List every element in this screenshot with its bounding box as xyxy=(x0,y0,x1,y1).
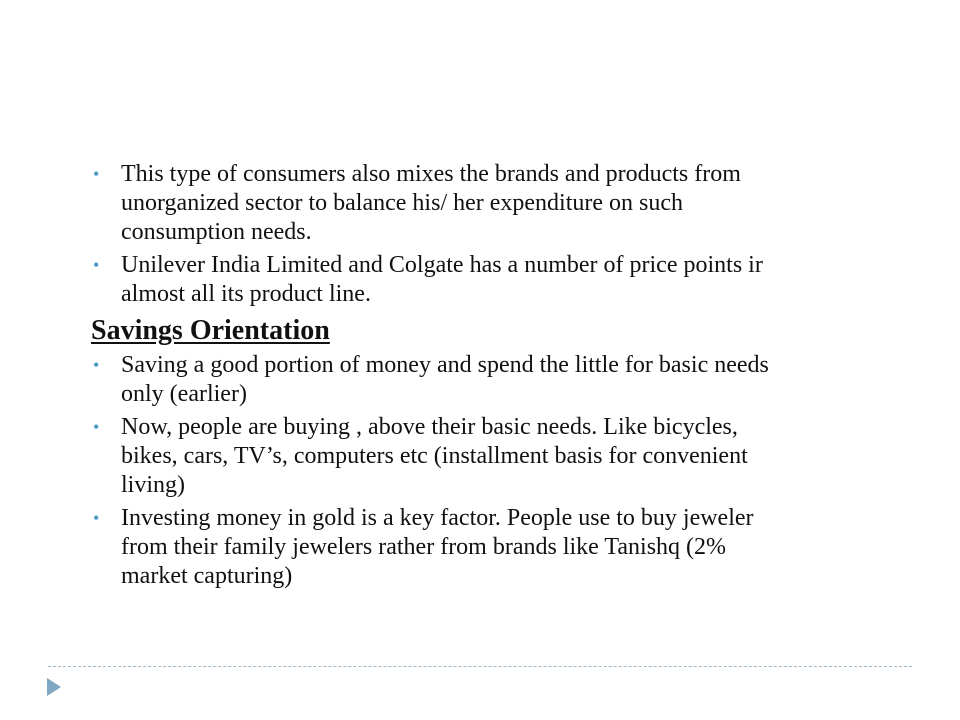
bullet-text-line: Now, people are buying , above their basic needs. Like bicycles, xyxy=(121,414,738,440)
bullet-text-line: only (earlier) xyxy=(121,381,247,407)
bullet-text-line: consumption needs. xyxy=(121,219,312,245)
bullet-item xyxy=(91,160,851,247)
section-heading: Savings Orientation xyxy=(91,315,330,346)
bullet-icon: • xyxy=(93,255,100,275)
bullet-text-line: Investing money in gold is a key factor. People use to buy jeweler xyxy=(121,505,754,531)
footer-divider xyxy=(48,666,912,667)
bullet-icon: • xyxy=(93,164,100,184)
bullet-list-top xyxy=(91,160,851,309)
slide-content xyxy=(91,160,851,595)
bullet-text-line: from their family jewelers rather from brands like Tanishq (2% xyxy=(121,534,727,560)
bullet-icon: • xyxy=(93,355,100,375)
play-triangle-icon[interactable] xyxy=(47,678,61,696)
bullet-text-line: living) xyxy=(121,472,185,498)
bullet-icon: • xyxy=(93,508,100,528)
bullet-text-line: market capturing) xyxy=(121,563,293,589)
bullet-item xyxy=(91,251,851,309)
bullet-text-line: unorganized sector to balance his/ her expenditure on such xyxy=(121,190,684,216)
bullet-item xyxy=(91,351,851,409)
bullet-text-line: This type of consumers also mixes the brands and products from xyxy=(121,161,741,187)
bullet-item xyxy=(91,504,851,591)
bullet-list-savings xyxy=(91,351,851,591)
bullet-text-line: almost all its product line. xyxy=(121,281,371,307)
bullet-item xyxy=(91,413,851,500)
bullet-icon: • xyxy=(93,417,100,437)
bullet-text-line: bikes, cars, TV’s, computers etc (installment basis for convenient xyxy=(121,443,748,469)
bullet-text-line: Unilever India Limited and Colgate has a number of price points ir xyxy=(121,252,763,278)
bullet-text-line: Saving a good portion of money and spend the little for basic needs xyxy=(121,352,769,378)
